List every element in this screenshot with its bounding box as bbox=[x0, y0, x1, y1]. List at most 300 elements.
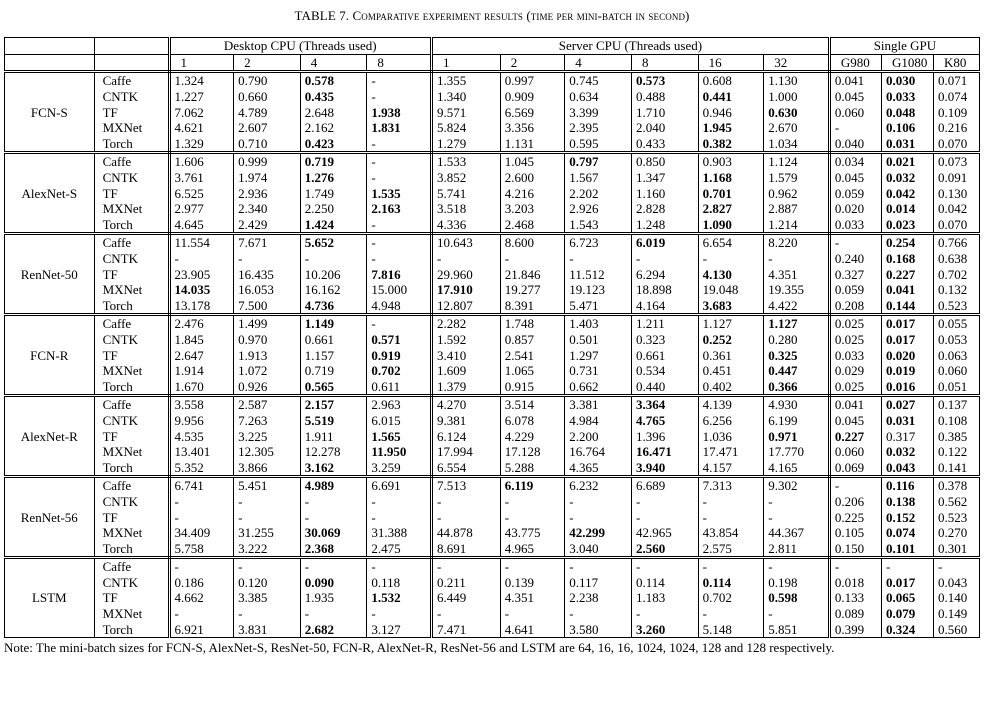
value-cell: - bbox=[764, 494, 830, 510]
table-row bbox=[5, 509, 980, 525]
value-cell: 0.073 bbox=[938, 154, 968, 170]
value-cell: - bbox=[367, 494, 432, 510]
column-header: 2 bbox=[234, 54, 301, 72]
value-cell: 8.220 bbox=[764, 234, 830, 251]
value-cell: 0.850 bbox=[631, 153, 698, 170]
value-cell: 4.139 bbox=[698, 396, 764, 413]
value-cell: 0.523 bbox=[934, 298, 980, 315]
value-cell: 1.214 bbox=[764, 217, 830, 234]
value-cell: 2.340 bbox=[234, 201, 301, 217]
value-cell: 0.702 bbox=[367, 363, 432, 379]
value-cell: 0.043 bbox=[938, 574, 968, 590]
value-cell: - bbox=[698, 251, 764, 267]
value-cell: 5.758 bbox=[169, 540, 234, 557]
value-cell: - bbox=[500, 494, 565, 510]
value-cell: 4.641 bbox=[500, 621, 565, 637]
framework-cell: MXNet bbox=[94, 120, 169, 136]
value-cell: - bbox=[764, 606, 830, 622]
value-cell: 3.852 bbox=[432, 170, 501, 186]
value-cell: 0.301 bbox=[934, 540, 980, 557]
table-row bbox=[5, 104, 980, 120]
value-cell: 0.227 bbox=[881, 266, 933, 282]
value-cell: 4.351 bbox=[764, 266, 830, 282]
value-cell: 8.691 bbox=[432, 540, 501, 557]
value-cell: 6.741 bbox=[169, 477, 234, 494]
value-cell: 2.162 bbox=[300, 120, 367, 136]
value-cell: 2.476 bbox=[169, 315, 234, 332]
value-cell: - bbox=[432, 251, 501, 267]
value-cell: 0.903 bbox=[698, 153, 764, 170]
value-cell: 0.055 bbox=[938, 316, 968, 332]
column-header: 1 bbox=[169, 54, 234, 72]
framework-cell: Torch bbox=[94, 136, 169, 153]
value-cell: 0.565 bbox=[300, 378, 367, 395]
value-cell: - bbox=[367, 153, 432, 170]
value-cell: 0.045 bbox=[829, 413, 881, 429]
value-cell: 1.045 bbox=[500, 153, 565, 170]
value-cell: 6.449 bbox=[432, 590, 501, 606]
value-cell: 4.229 bbox=[500, 428, 565, 444]
value-cell: 0.032 bbox=[881, 444, 933, 460]
value-cell: 5.148 bbox=[698, 621, 764, 637]
value-cell: 10.206 bbox=[300, 266, 367, 282]
table-row bbox=[5, 575, 980, 591]
value-cell: 42.965 bbox=[631, 525, 698, 541]
value-cell: - bbox=[169, 251, 234, 267]
value-cell: 1.090 bbox=[698, 217, 764, 234]
value-cell: 0.069 bbox=[829, 459, 881, 476]
value-cell: 0.560 bbox=[934, 621, 980, 637]
value-cell: - bbox=[234, 494, 301, 510]
value-cell: 5.519 bbox=[300, 413, 367, 429]
value-cell: 43.854 bbox=[698, 525, 764, 541]
value-cell: 2.607 bbox=[234, 120, 301, 136]
value-cell: - bbox=[500, 606, 565, 622]
value-cell: - bbox=[367, 217, 432, 234]
value-cell: 0.090 bbox=[300, 575, 367, 591]
value-cell: 0.034 bbox=[829, 153, 881, 170]
value-cell: 4.351 bbox=[500, 590, 565, 606]
value-cell: 1.149 bbox=[300, 315, 367, 332]
table-row bbox=[5, 251, 980, 267]
value-cell: 0.919 bbox=[367, 347, 432, 363]
value-cell: 1.424 bbox=[300, 217, 367, 234]
value-cell: 0.074 bbox=[881, 525, 933, 541]
value-cell: 0.065 bbox=[881, 590, 933, 606]
value-cell: - bbox=[169, 606, 234, 622]
value-cell: 6.015 bbox=[367, 413, 432, 429]
framework-cell: MXNet bbox=[94, 606, 169, 622]
value-cell: 11.950 bbox=[367, 444, 432, 460]
value-cell: - bbox=[367, 251, 432, 267]
value-cell: 3.356 bbox=[500, 120, 565, 136]
value-cell: 0.021 bbox=[881, 153, 933, 170]
value-cell: 0.719 bbox=[300, 153, 367, 170]
value-cell: 17.128 bbox=[500, 444, 565, 460]
framework-cell: Caffe bbox=[94, 396, 169, 413]
value-cell: 0.063 bbox=[938, 347, 968, 363]
value-cell: 0.031 bbox=[881, 413, 933, 429]
value-cell: 0.660 bbox=[234, 89, 301, 105]
value-cell: - bbox=[432, 558, 501, 575]
value-cell: 0.198 bbox=[764, 575, 830, 591]
value-cell: 0.399 bbox=[829, 621, 881, 637]
value-cell: 0.211 bbox=[432, 575, 501, 591]
value-cell: 0.053 bbox=[938, 331, 968, 347]
value-cell: 23.905 bbox=[169, 266, 234, 282]
value-cell: - bbox=[764, 558, 830, 575]
value-cell: 6.554 bbox=[432, 459, 501, 476]
value-cell: 0.571 bbox=[367, 332, 432, 348]
model-name-cell: AlexNet-R bbox=[5, 396, 95, 477]
table-row bbox=[5, 201, 980, 217]
value-cell: 11.554 bbox=[169, 234, 234, 251]
table-row bbox=[5, 282, 980, 298]
value-cell: 1.072 bbox=[234, 363, 301, 379]
value-cell: - bbox=[234, 606, 301, 622]
value-cell: 0.324 bbox=[881, 621, 933, 637]
value-cell: 6.256 bbox=[698, 413, 764, 429]
value-cell: - bbox=[234, 558, 301, 575]
value-cell: 44.878 bbox=[432, 525, 501, 541]
value-cell: 4.789 bbox=[234, 104, 301, 120]
value-cell: 1.567 bbox=[565, 170, 632, 186]
value-cell: 0.020 bbox=[881, 347, 933, 363]
value-cell: 2.648 bbox=[300, 104, 367, 120]
value-cell: 0.766 bbox=[938, 235, 968, 251]
value-cell: 0.433 bbox=[631, 136, 698, 153]
value-cell: 2.238 bbox=[565, 590, 632, 606]
value-cell: 0.042 bbox=[938, 201, 968, 217]
value-cell: 6.921 bbox=[169, 621, 234, 637]
value-cell: 0.031 bbox=[881, 136, 933, 153]
value-cell: 0.132 bbox=[938, 282, 968, 298]
value-cell: 0.027 bbox=[881, 396, 933, 413]
column-header: 8 bbox=[631, 54, 698, 72]
value-cell: 2.977 bbox=[169, 201, 234, 217]
empty-header-cell bbox=[5, 54, 95, 72]
value-cell: 2.670 bbox=[764, 120, 830, 136]
value-cell: 0.501 bbox=[565, 332, 632, 348]
value-cell: 1.160 bbox=[631, 185, 698, 201]
value-cell: 3.260 bbox=[631, 621, 698, 637]
value-cell: 0.060 bbox=[938, 363, 968, 379]
value-cell: - bbox=[764, 509, 830, 525]
framework-cell: TF bbox=[94, 428, 169, 444]
value-cell: 1.533 bbox=[432, 153, 501, 170]
value-cell: 0.382 bbox=[698, 136, 764, 153]
value-cell: 3.866 bbox=[234, 459, 301, 476]
value-cell: 0.915 bbox=[500, 378, 565, 395]
column-header: 16 bbox=[698, 54, 764, 72]
value-cell: 2.040 bbox=[631, 120, 698, 136]
value-cell: 0.731 bbox=[565, 363, 632, 379]
value-cell: - bbox=[698, 558, 764, 575]
value-cell: 0.971 bbox=[764, 428, 830, 444]
value-cell: 0.926 bbox=[234, 378, 301, 395]
value-cell: 0.447 bbox=[764, 363, 830, 379]
framework-cell: Caffe bbox=[94, 153, 169, 170]
value-cell: 34.409 bbox=[169, 525, 234, 541]
group-header-single-gpu: Single GPU bbox=[829, 38, 979, 55]
value-cell: 9.956 bbox=[169, 413, 234, 429]
framework-cell: MXNet bbox=[94, 444, 169, 460]
value-cell: 4.765 bbox=[631, 413, 698, 429]
value-cell: - bbox=[367, 315, 432, 332]
value-cell: 3.514 bbox=[500, 396, 565, 413]
value-cell: 1.034 bbox=[764, 136, 830, 153]
value-cell: 0.045 bbox=[829, 89, 881, 105]
value-cell: 0.048 bbox=[881, 104, 933, 120]
value-cell: 15.000 bbox=[367, 282, 432, 298]
value-cell: - bbox=[300, 494, 367, 510]
column-header-row bbox=[5, 54, 980, 72]
value-cell: 0.060 bbox=[829, 444, 881, 460]
value-cell: 0.043 bbox=[881, 459, 933, 476]
table-row bbox=[5, 606, 980, 622]
value-cell: 0.385 bbox=[938, 428, 968, 444]
value-cell: 11.512 bbox=[565, 266, 632, 282]
table-row bbox=[5, 89, 980, 105]
value-cell: 0.018 bbox=[829, 575, 881, 591]
value-cell: 2.811 bbox=[764, 540, 830, 557]
model-name-cell: FCN-R bbox=[5, 315, 95, 396]
value-cell: 0.252 bbox=[698, 332, 764, 348]
value-cell: - bbox=[367, 89, 432, 105]
value-cell: 0.060 bbox=[829, 104, 881, 120]
value-cell: - bbox=[367, 136, 432, 153]
value-cell: 16.764 bbox=[565, 444, 632, 460]
value-cell: 0.051 bbox=[934, 378, 980, 395]
framework-cell: Torch bbox=[94, 621, 169, 637]
table-row bbox=[5, 120, 980, 136]
value-cell: 1.340 bbox=[432, 89, 501, 105]
value-cell: 43.775 bbox=[500, 525, 565, 541]
value-cell: 3.162 bbox=[300, 459, 367, 476]
value-cell: 0.225 bbox=[829, 509, 881, 525]
value-cell: 1.396 bbox=[631, 428, 698, 444]
value-cell: 0.999 bbox=[234, 153, 301, 170]
value-cell: 12.807 bbox=[432, 298, 501, 315]
value-cell: 1.914 bbox=[169, 363, 234, 379]
value-cell: - bbox=[300, 509, 367, 525]
value-cell: 0.451 bbox=[698, 363, 764, 379]
value-cell: 12.305 bbox=[234, 444, 301, 460]
value-cell: 19.048 bbox=[698, 282, 764, 298]
table-row bbox=[5, 413, 980, 429]
value-cell: 1.592 bbox=[432, 332, 501, 348]
table-note: Note: The mini-batch sizes for FCN-S, AlexNet-S, ResNet-50, FCN-R, AlexNet-R, ResNet-56 and LSTM are 64, 16, 16, 1024, 1024, 128 and 128 respectively. bbox=[4, 639, 835, 655]
framework-cell: Caffe bbox=[94, 72, 169, 89]
framework-cell: MXNet bbox=[94, 201, 169, 217]
framework-cell: TF bbox=[94, 104, 169, 120]
value-cell: 1.000 bbox=[764, 89, 830, 105]
model-name-cell: FCN-S bbox=[5, 72, 95, 153]
value-cell: 7.263 bbox=[234, 413, 301, 429]
value-cell: 0.608 bbox=[698, 72, 764, 89]
value-cell: 0.441 bbox=[698, 89, 764, 105]
empty-header-cell bbox=[94, 54, 169, 72]
value-cell: - bbox=[631, 509, 698, 525]
value-cell: 2.575 bbox=[698, 540, 764, 557]
table-row bbox=[5, 72, 980, 89]
value-cell: 0.909 bbox=[500, 89, 565, 105]
value-cell: 21.846 bbox=[500, 266, 565, 282]
value-cell: 3.127 bbox=[367, 621, 432, 637]
value-cell: - bbox=[698, 494, 764, 510]
value-cell: 4.216 bbox=[500, 185, 565, 201]
value-cell: 0.014 bbox=[881, 201, 933, 217]
value-cell: 2.250 bbox=[300, 201, 367, 217]
value-cell: 6.019 bbox=[631, 234, 698, 251]
value-cell: 1.532 bbox=[367, 590, 432, 606]
value-cell: 5.824 bbox=[432, 120, 501, 136]
value-cell: 31.255 bbox=[234, 525, 301, 541]
value-cell: - bbox=[500, 558, 565, 575]
column-header: G980 bbox=[829, 54, 881, 72]
framework-cell: Torch bbox=[94, 378, 169, 395]
value-cell: 0.611 bbox=[367, 378, 432, 395]
value-cell: 0.138 bbox=[881, 494, 933, 510]
value-cell: - bbox=[300, 606, 367, 622]
value-cell: 0.946 bbox=[698, 104, 764, 120]
value-cell: 0.033 bbox=[829, 217, 881, 234]
value-cell: 1.248 bbox=[631, 217, 698, 234]
value-cell: 0.120 bbox=[234, 575, 301, 591]
value-cell: 0.045 bbox=[829, 170, 881, 186]
value-cell: 2.682 bbox=[300, 621, 367, 637]
value-cell: 1.831 bbox=[367, 120, 432, 136]
table-row bbox=[5, 136, 980, 153]
value-cell: 2.587 bbox=[234, 396, 301, 413]
column-header: 4 bbox=[565, 54, 632, 72]
value-cell: - bbox=[169, 494, 234, 510]
value-cell: 0.041 bbox=[881, 282, 933, 298]
value-cell: - bbox=[234, 251, 301, 267]
value-cell: 1.297 bbox=[565, 347, 632, 363]
table-body bbox=[5, 38, 980, 638]
value-cell: 1.276 bbox=[300, 170, 367, 186]
value-cell: 16.053 bbox=[234, 282, 301, 298]
value-cell: 2.395 bbox=[565, 120, 632, 136]
framework-cell: CNTK bbox=[94, 332, 169, 348]
value-cell: - bbox=[565, 494, 632, 510]
value-cell: 6.723 bbox=[565, 234, 632, 251]
value-cell: 1.347 bbox=[631, 170, 698, 186]
table-row bbox=[5, 590, 980, 606]
value-cell: 5.652 bbox=[300, 234, 367, 251]
value-cell: 16.435 bbox=[234, 266, 301, 282]
table-row bbox=[5, 153, 980, 170]
value-cell: 3.761 bbox=[169, 170, 234, 186]
value-cell: - bbox=[631, 606, 698, 622]
value-cell: 3.410 bbox=[432, 347, 501, 363]
column-header: 8 bbox=[367, 54, 432, 72]
value-cell: 6.232 bbox=[565, 477, 632, 494]
value-cell: 3.364 bbox=[631, 396, 698, 413]
value-cell: 0.435 bbox=[300, 89, 367, 105]
value-cell: - bbox=[500, 251, 565, 267]
value-cell: 0.630 bbox=[764, 104, 830, 120]
value-cell: 1.036 bbox=[698, 428, 764, 444]
value-cell: 2.200 bbox=[565, 428, 632, 444]
value-cell: 0.017 bbox=[881, 575, 933, 591]
value-cell: - bbox=[829, 558, 881, 575]
value-cell: 0.997 bbox=[500, 72, 565, 89]
value-cell: 0.797 bbox=[565, 153, 632, 170]
value-cell: 4.130 bbox=[698, 266, 764, 282]
value-cell: 2.828 bbox=[631, 201, 698, 217]
value-cell: 2.600 bbox=[500, 170, 565, 186]
value-cell: 0.206 bbox=[829, 494, 881, 510]
value-cell: 1.543 bbox=[565, 217, 632, 234]
table-row bbox=[5, 494, 980, 510]
value-cell: 2.647 bbox=[169, 347, 234, 363]
column-header: 4 bbox=[300, 54, 367, 72]
value-cell: 0.033 bbox=[881, 89, 933, 105]
value-cell: 0.025 bbox=[829, 378, 881, 395]
value-cell: 9.302 bbox=[764, 477, 830, 494]
value-cell: 3.259 bbox=[367, 459, 432, 476]
caption-text: TABLE 7. Comparative experiment results (time per mini-batch in second) bbox=[294, 8, 690, 23]
value-cell: 0.023 bbox=[881, 217, 933, 234]
value-cell: 0.523 bbox=[938, 509, 968, 525]
value-cell: 0.661 bbox=[631, 347, 698, 363]
value-cell: 1.565 bbox=[367, 428, 432, 444]
value-cell: 6.691 bbox=[367, 477, 432, 494]
value-cell: 17.770 bbox=[764, 444, 830, 460]
value-cell: 19.355 bbox=[764, 282, 830, 298]
value-cell: 2.468 bbox=[500, 217, 565, 234]
value-cell: 0.598 bbox=[764, 590, 830, 606]
value-cell: 0.578 bbox=[300, 72, 367, 89]
value-cell: 0.573 bbox=[631, 72, 698, 89]
table-row bbox=[5, 477, 980, 494]
value-cell: 0.117 bbox=[565, 575, 632, 591]
value-cell: 0.042 bbox=[881, 185, 933, 201]
value-cell: 0.109 bbox=[938, 104, 968, 120]
value-cell: 1.974 bbox=[234, 170, 301, 186]
value-cell: 4.662 bbox=[169, 590, 234, 606]
value-cell: 4.930 bbox=[764, 396, 830, 413]
value-cell: 0.059 bbox=[829, 185, 881, 201]
table-caption bbox=[0, 6, 984, 26]
framework-cell: CNTK bbox=[94, 89, 169, 105]
value-cell: - bbox=[764, 251, 830, 267]
value-cell: - bbox=[300, 251, 367, 267]
framework-cell: Caffe bbox=[94, 558, 169, 575]
value-cell: 0.016 bbox=[881, 378, 933, 395]
value-cell: 0.017 bbox=[881, 332, 933, 348]
table-row bbox=[5, 347, 980, 363]
group-header-row bbox=[5, 38, 980, 55]
value-cell: 3.518 bbox=[432, 201, 501, 217]
value-cell: 0.144 bbox=[881, 298, 933, 315]
value-cell: 10.643 bbox=[432, 234, 501, 251]
value-cell: 0.140 bbox=[938, 590, 968, 606]
value-cell: 19.277 bbox=[500, 282, 565, 298]
value-cell: 0.745 bbox=[565, 72, 632, 89]
value-cell: 0.032 bbox=[881, 170, 933, 186]
value-cell: 1.609 bbox=[432, 363, 501, 379]
value-cell: 4.270 bbox=[432, 396, 501, 413]
value-cell: 0.216 bbox=[938, 120, 968, 136]
framework-cell: CNTK bbox=[94, 251, 169, 267]
value-cell: 1.279 bbox=[432, 136, 501, 153]
value-cell: - bbox=[565, 251, 632, 267]
table-row bbox=[5, 185, 980, 201]
value-cell: 0.033 bbox=[829, 347, 881, 363]
